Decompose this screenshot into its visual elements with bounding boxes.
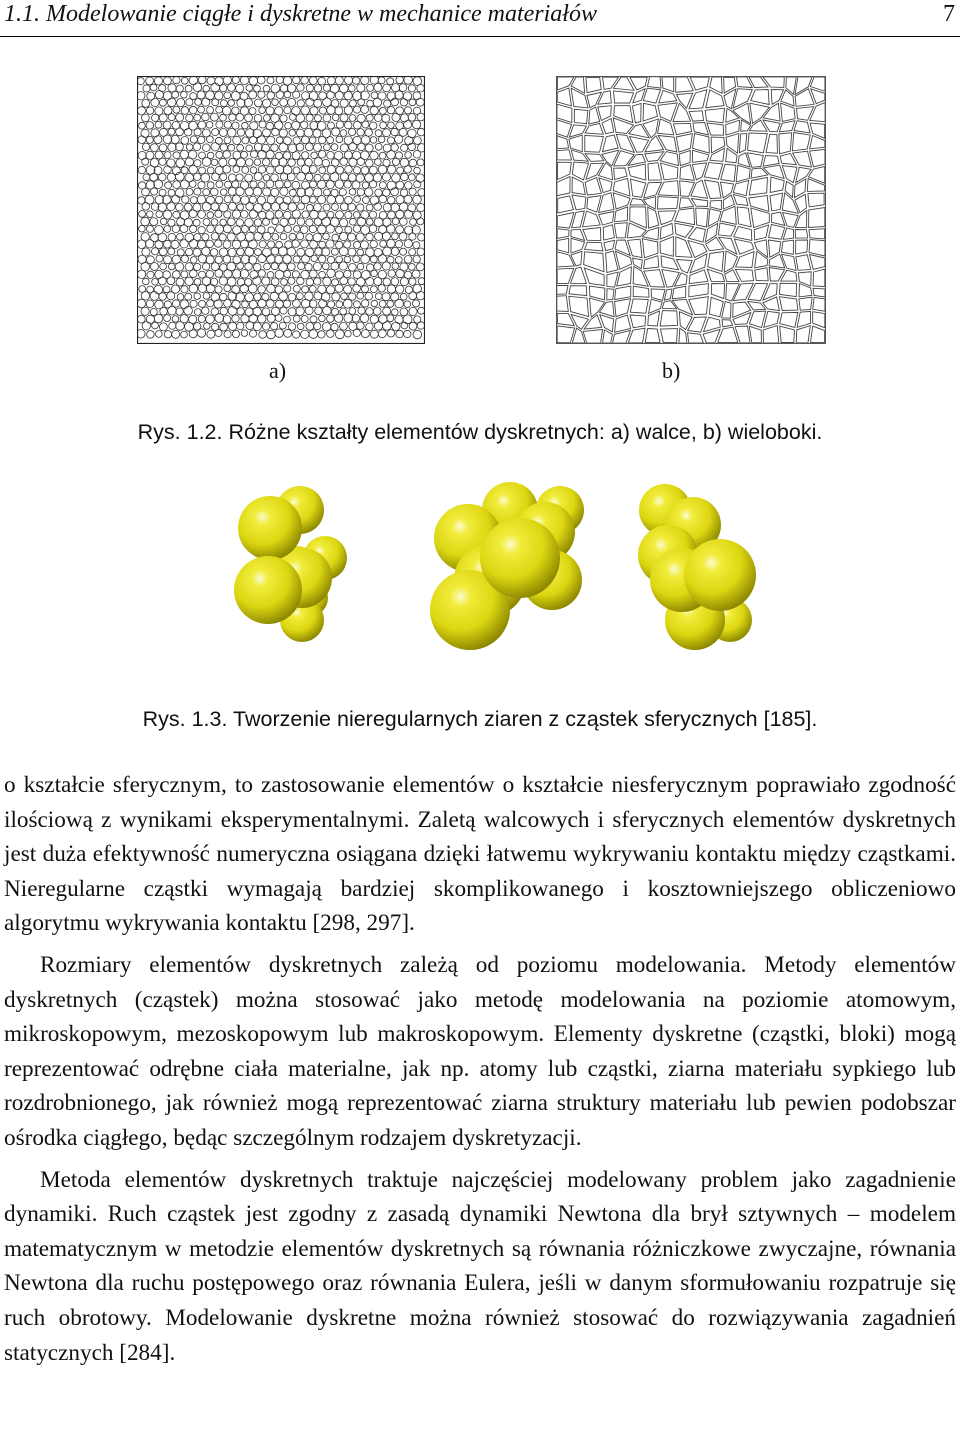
body-text — [4, 768, 956, 1370]
figure-polygons-panel — [556, 76, 826, 344]
sphere-cluster-2 — [430, 482, 584, 650]
subcaption-a: a) — [269, 358, 287, 383]
cylinders-packing-image — [137, 76, 425, 344]
paragraph-2: Rozmiary elementów dyskretnych zależą od poziomu modelowania. Metody elementów dyskretnych (cząstek) można stosować jako metodę modelowania na poziomie atomowym, mikroskopowym, mezoskopowym lub makroskopowym. Elementy dyskretne (cząstki, bloki) mogą reprezentować odrębne ciała materialne, jak np. atomy lub cząstki, ziarna materiału sypkiego lub rozdrobnionego, jak również mogą reprezentować ziarna struktury materiału lub pewien podobszar ośrodka ciągłego, będąc szczególnym rodzajem dyskretyzacji. — [4, 951, 956, 1151]
polygon-elements — [557, 77, 825, 343]
paragraph-3: Metoda elementów dyskretnych traktuje najczęściej modelowany problem jako zagadnienie dynamiki. Ruch cząstek jest zgodny z zasadą dynamiki Newtona dla brył sztywnych – modelem matematycznym w metodzie elementów dyskretnych są równania różniczkowe zwyczajne, równania Newtona dla ruchu postępowego oraz równania Eulera, jeśli w danym sformułowaniu rozpatruje się ruch obrotowy. Modelowanie dyskretne można również stosować do rozwiązywania zagadnień statycznych [284]. — [4, 1166, 956, 1366]
section-title: 1.1. Modelowanie ciągłe i dyskretne w mechanice materiałów — [4, 1, 597, 27]
running-head — [0, 0, 960, 37]
sphere-cluster-3 — [638, 484, 756, 650]
figure-1-3-caption: Rys. 1.3. Tworzenie nieregularnych ziaren z cząstek sferycznych [185]. — [142, 707, 818, 731]
page-number: 7 — [943, 1, 955, 27]
polygons-packing-image — [556, 76, 826, 344]
figure-cylinders-panel — [137, 76, 425, 344]
subcaption-b: b) — [662, 358, 681, 383]
sphere-clusters-image — [0, 470, 960, 670]
cylinder-elements — [137, 76, 425, 339]
sphere-cluster-1 — [234, 486, 347, 642]
figure-1-2-caption: Rys. 1.2. Różne kształty elementów dyskretnych: a) walce, b) wieloboki. — [137, 420, 823, 444]
paragraph-1: o kształcie sferycznym, to zastosowanie elementów o kształcie niesferycznym poprawiało zgodność ilościową z wynikami eksperymentalnymi. Zaletą walcowych i sferycznych elementów dyskretnych jest duża efektywność numeryczna osiągana dzięki łatwemu wykrywaniu kontaktu między cząstkami. Nieregularne cząstki wymagają bardziej skomplikowanego i kosztowniejszego obliczeniowo algorytmu wykrywania kontaktu [298, 297]. — [4, 772, 956, 937]
